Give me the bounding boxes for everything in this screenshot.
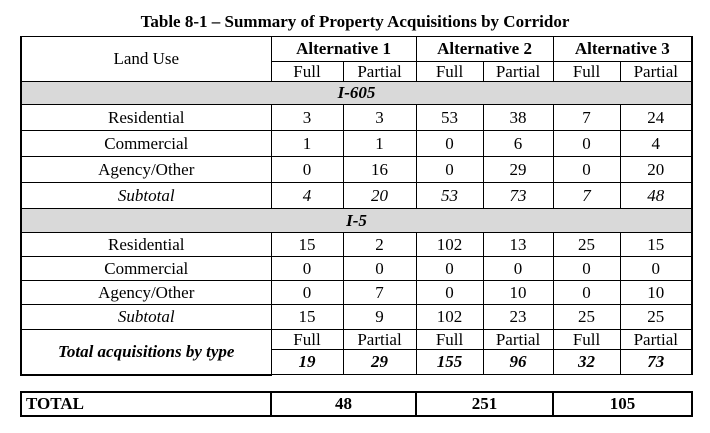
table-cell: 73: [483, 183, 553, 209]
partial-subheader: Partial: [620, 62, 692, 82]
table-cell: 0: [553, 131, 620, 157]
table-cell: 7: [553, 183, 620, 209]
table-cell: 15: [271, 305, 343, 330]
full-subheader: Full: [416, 62, 483, 82]
table-cell: 53: [416, 183, 483, 209]
table-cell: 102: [416, 233, 483, 257]
table-cell: 0: [343, 257, 416, 281]
table-caption: Table 8-1 – Summary of Property Acquisitions by Corridor: [140, 12, 570, 31]
partial-subheader: Partial: [483, 330, 553, 350]
subtotal-label: Subtotal: [21, 305, 271, 330]
table-cell: 3: [271, 105, 343, 131]
table-cell: 0: [271, 157, 343, 183]
table-cell: 7: [553, 105, 620, 131]
full-subheader: Full: [271, 62, 343, 82]
table-cell: 1: [271, 131, 343, 157]
grand-total-label: TOTAL: [21, 392, 271, 416]
full-subheader: Full: [553, 330, 620, 350]
table-row: [21, 105, 692, 131]
table-cell: 15: [620, 233, 692, 257]
table-cell: 13: [483, 233, 553, 257]
partial-subheader: Partial: [620, 330, 692, 350]
table-cell: 10: [620, 281, 692, 305]
row-label: Commercial: [21, 131, 271, 157]
table-cell: 7: [343, 281, 416, 305]
grand-total-alt-2: 251: [416, 392, 553, 416]
table-cell: 1: [343, 131, 416, 157]
table-cell: 2: [343, 233, 416, 257]
table-cell: 16: [343, 157, 416, 183]
table-cell: 0: [271, 257, 343, 281]
row-label: Agency/Other: [21, 157, 271, 183]
table-row: [21, 157, 692, 183]
grand-total-row: [21, 392, 692, 416]
table-cell: 38: [483, 105, 553, 131]
acquisitions-table: [20, 36, 693, 376]
table-cell: 73: [620, 350, 692, 375]
table-cell: 0: [416, 257, 483, 281]
table-cell: 4: [271, 183, 343, 209]
table-cell: 15: [271, 233, 343, 257]
land-use-header: Land Use: [21, 37, 271, 82]
table-cell: 10: [483, 281, 553, 305]
table-cell: 6: [483, 131, 553, 157]
partial-subheader: Partial: [343, 330, 416, 350]
table-row: [21, 131, 692, 157]
table-cell: 53: [416, 105, 483, 131]
table-cell: 25: [553, 305, 620, 330]
row-label: Commercial: [21, 257, 271, 281]
alternative-2-header: Alternative 2: [416, 37, 553, 62]
table-row: [21, 257, 692, 281]
table-cell: 20: [620, 157, 692, 183]
table-cell: 0: [416, 131, 483, 157]
table-cell: 0: [553, 257, 620, 281]
partial-subheader: Partial: [343, 62, 416, 82]
subtotal-row: [21, 305, 692, 330]
alternative-1-header: Alternative 1: [271, 37, 416, 62]
table-cell: 25: [620, 305, 692, 330]
totals-by-type-label: Total acquisitions by type: [21, 330, 271, 375]
table-cell: 48: [620, 183, 692, 209]
grand-total-alt-3: 105: [553, 392, 692, 416]
table-cell: 3: [343, 105, 416, 131]
table-cell: 0: [553, 281, 620, 305]
subtotal-label: Subtotal: [21, 183, 271, 209]
table-cell: 0: [553, 157, 620, 183]
table-cell: 155: [416, 350, 483, 375]
table-cell: 96: [483, 350, 553, 375]
subtotal-row: [21, 183, 692, 209]
table-cell: 0: [620, 257, 692, 281]
row-label: Residential: [21, 105, 271, 131]
full-subheader: Full: [553, 62, 620, 82]
table-cell: 20: [343, 183, 416, 209]
grand-total-table: [20, 391, 693, 417]
table-cell: 19: [271, 350, 343, 375]
full-subheader: Full: [271, 330, 343, 350]
table-cell: 0: [416, 281, 483, 305]
table-cell: 0: [483, 257, 553, 281]
table-cell: 4: [620, 131, 692, 157]
full-subheader: Full: [416, 330, 483, 350]
partial-subheader: Partial: [483, 62, 553, 82]
table-cell: 102: [416, 305, 483, 330]
grand-total-alt-1: 48: [271, 392, 416, 416]
table-cell: 24: [620, 105, 692, 131]
table-cell: 9: [343, 305, 416, 330]
row-label: Agency/Other: [21, 281, 271, 305]
alternative-3-header: Alternative 3: [553, 37, 692, 62]
table-cell: 0: [416, 157, 483, 183]
table-cell: 25: [553, 233, 620, 257]
table-cell: 23: [483, 305, 553, 330]
table-row: [21, 233, 692, 257]
section-header-i605: I-605: [21, 82, 692, 105]
section-header-i5: I-5: [21, 209, 692, 233]
table-cell: 0: [271, 281, 343, 305]
table-cell: 32: [553, 350, 620, 375]
row-label: Residential: [21, 233, 271, 257]
table-cell: 29: [343, 350, 416, 375]
table-row: [21, 281, 692, 305]
table-cell: 29: [483, 157, 553, 183]
